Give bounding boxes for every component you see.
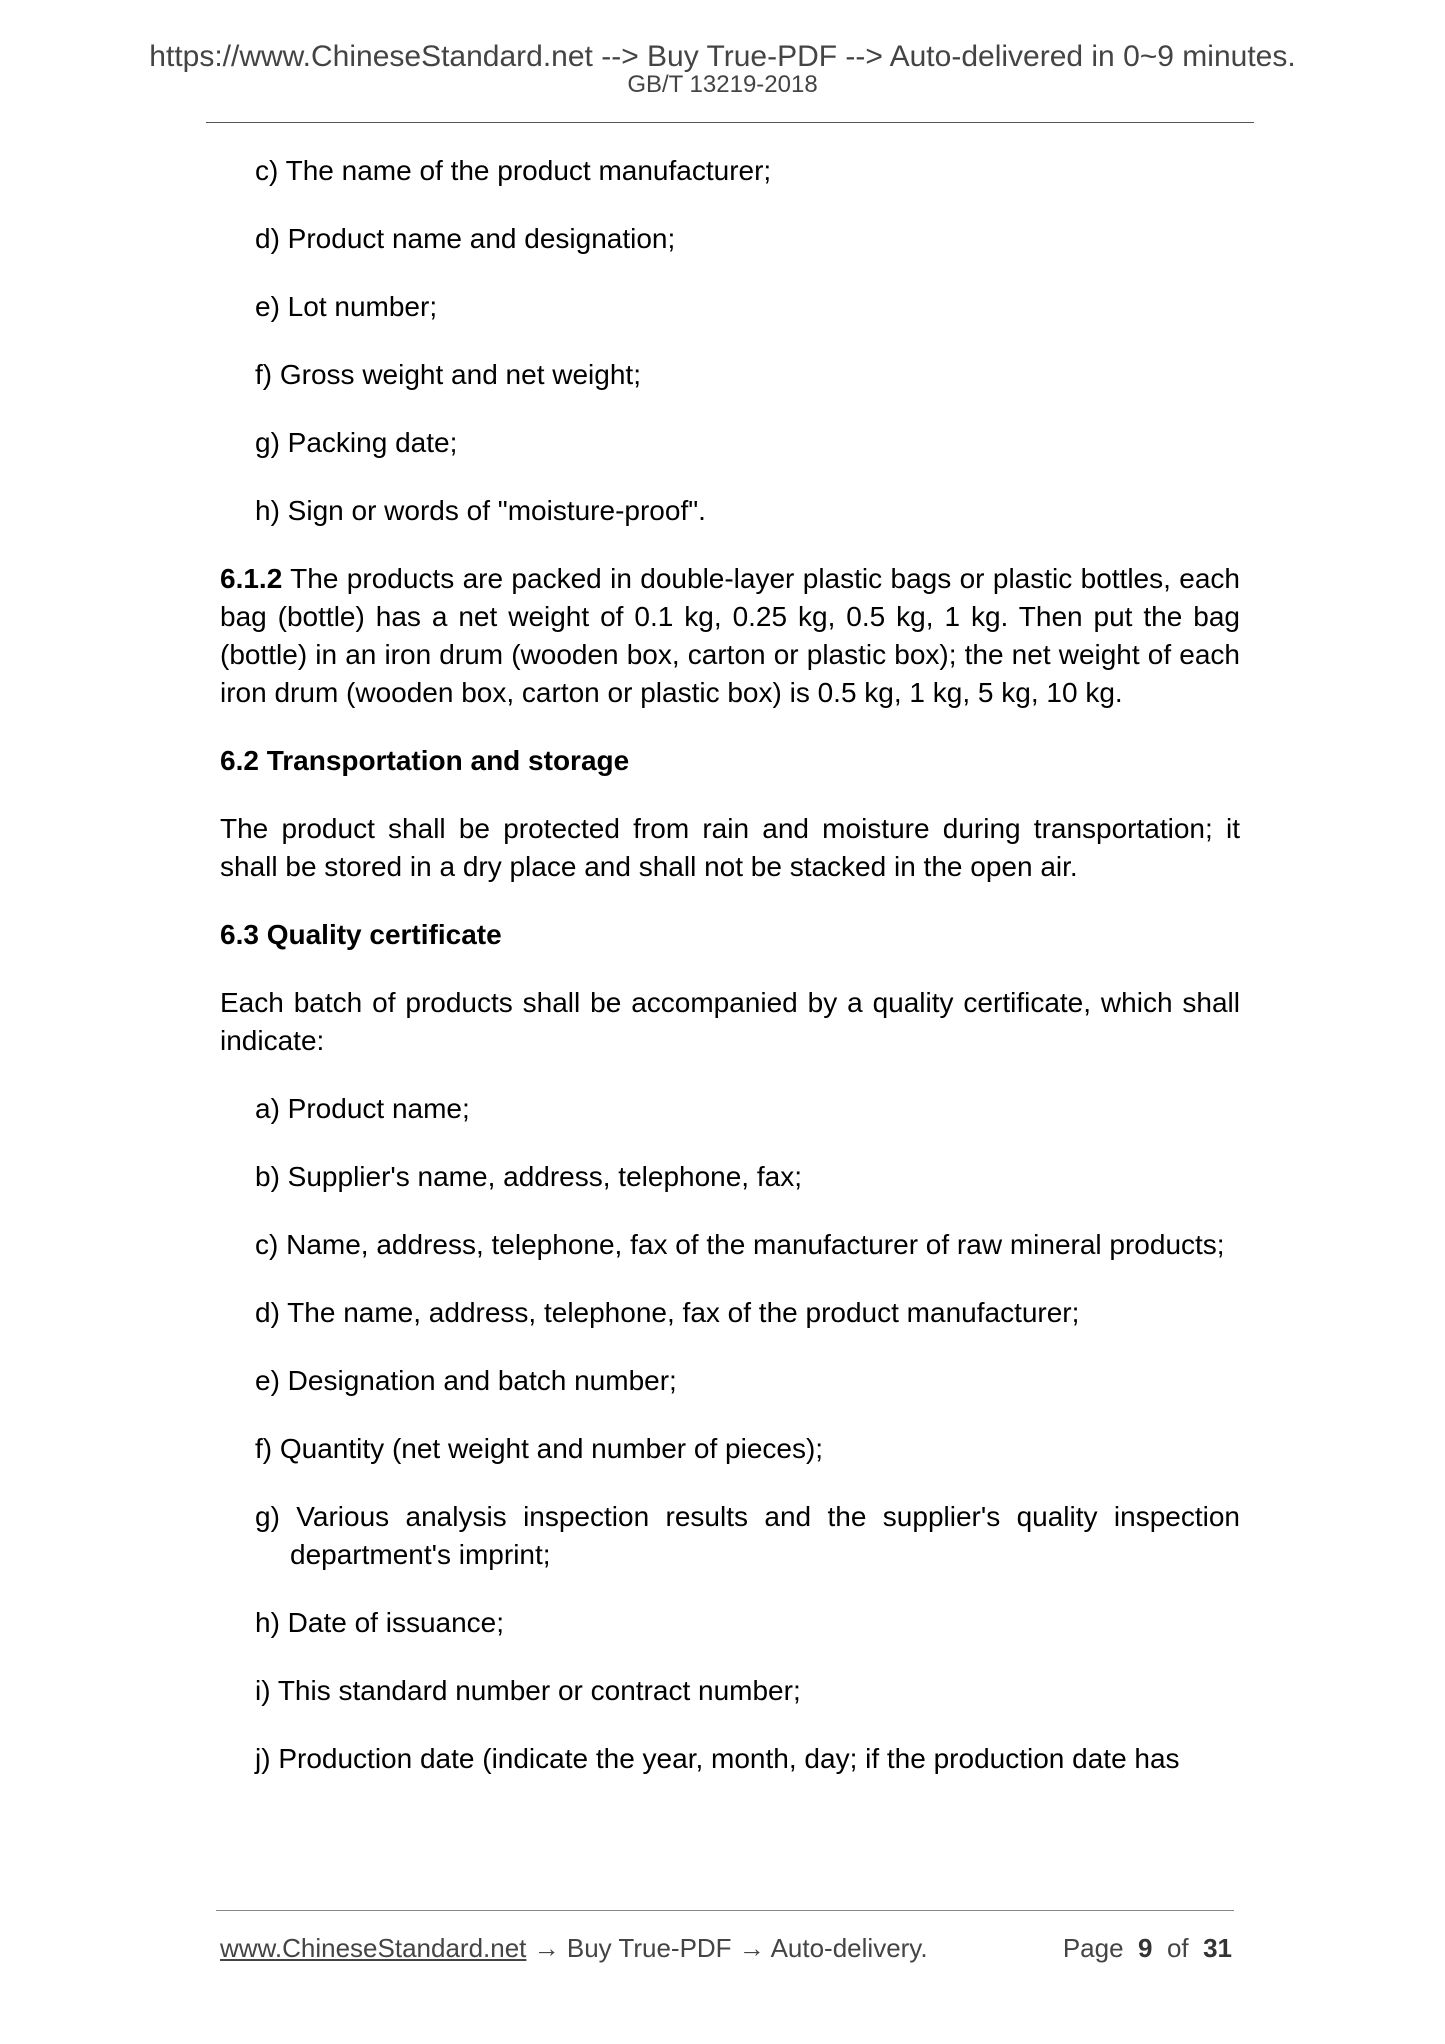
list-item: c) Name, address, telephone, fax of the manufacturer of raw mineral products; — [255, 1229, 1225, 1260]
list-item: f) Gross weight and net weight; — [255, 359, 641, 390]
of-label: of — [1166, 1933, 1189, 1963]
header-divider — [206, 122, 1254, 123]
list-item: e) Designation and batch number; — [255, 1365, 677, 1396]
list-item: a) Product name; — [255, 1093, 470, 1124]
footer-tagline: → Buy True-PDF → Auto-delivery. — [526, 1933, 928, 1963]
list-item: g) Various analysis inspection results and the supplier's quality inspection department's imprint; — [255, 1501, 1240, 1570]
quality-certificate-intro: Each batch of products shall be accompanied by a quality certificate, which shall indicate: — [220, 987, 1240, 1056]
list-item: c) The name of the product manufacturer; — [255, 155, 772, 186]
list-item: g) Packing date; — [255, 427, 458, 458]
list-item: h) Sign or words of "moisture-proof". — [255, 495, 706, 526]
page-label: Page — [1062, 1933, 1124, 1963]
clause-text: The products are packed in double-layer plastic bags or plastic bottles, each bag (bottle) has a net weight of 0.1 kg, 0.25 kg, 0.5 kg, 1 kg. Then put the bag (bottle) in an iron drum (wooden box, carton or plastic box); the net weight of each iron drum (wooden box, carton or plastic box) is 0.5 kg, 1 kg, 5 kg, 10 kg. — [220, 563, 1240, 708]
list-item: d) Product name and designation; — [255, 223, 676, 254]
footer-divider — [216, 1910, 1234, 1911]
header-url-line[interactable]: https://www.ChineseStandard.net --> Buy True-PDF --> Auto-delivered in 0~9 minutes. — [149, 40, 1296, 73]
total-pages: 31 — [1203, 1933, 1232, 1963]
list-item: b) Supplier's name, address, telephone, fax; — [255, 1161, 802, 1192]
list-item: j) Production date (indicate the year, month, day; if the production date has — [255, 1743, 1180, 1774]
standard-code: GB/T 13219-2018 — [627, 71, 818, 98]
footer-site-link[interactable]: www.ChineseStandard.net — [220, 1933, 527, 1963]
page-number: 9 — [1138, 1933, 1153, 1963]
list-item: e) Lot number; — [255, 291, 438, 322]
list-item: d) The name, address, telephone, fax of the product manufacturer; — [255, 1297, 1080, 1328]
clause-6-1-2 — [220, 560, 1240, 712]
transportation-paragraph: The product shall be protected from rain and moisture during transportation; it shall be stored in a dry place and shall not be stacked in the open air. — [220, 813, 1240, 882]
section-heading-quality-certificate: 6.3 Quality certificate — [220, 919, 502, 950]
page-header — [0, 40, 1445, 98]
list-item: i) This standard number or contract number; — [255, 1675, 801, 1706]
list-item: f) Quantity (net weight and number of pieces); — [255, 1433, 824, 1464]
page-indicator — [1063, 1932, 1232, 1964]
page-footer — [220, 1932, 1232, 1964]
list-item: h) Date of issuance; — [255, 1607, 505, 1638]
section-heading-transportation: 6.2 Transportation and storage — [220, 745, 630, 776]
clause-number: 6.1.2 — [220, 563, 283, 594]
document-body — [220, 152, 1240, 1808]
